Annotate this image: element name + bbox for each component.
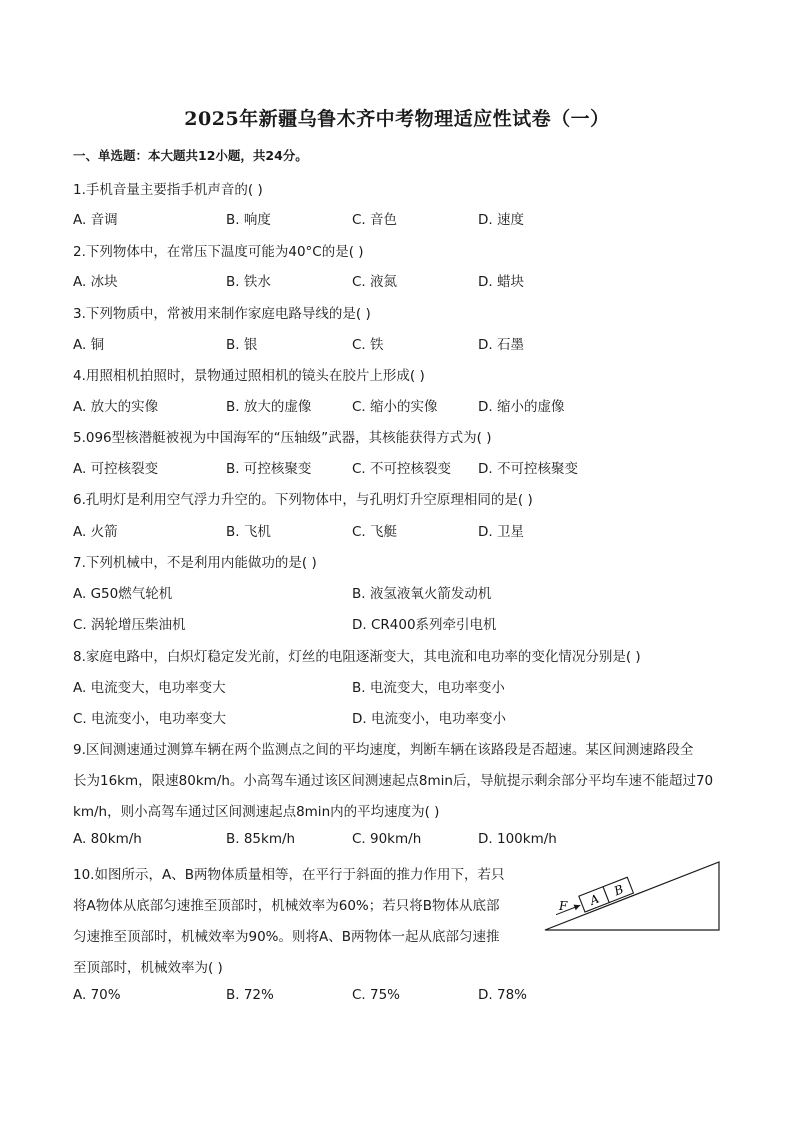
q10-option-b: B. 72% (226, 987, 274, 1003)
q1-option-b: B. 响度 (226, 212, 271, 228)
q2-option-b: B. 铁水 (226, 274, 271, 290)
question-10-stem-line-4: 至顶部时，机械效率为( ) (73, 960, 223, 976)
question-9-stem-line-2: 长为16km，限速80km/h。小高驾车通过该区间测速起点8min后，导航提示剩余部分平均车速不能超过70 (73, 773, 714, 789)
incline-figure (543, 860, 723, 935)
question-5-stem: 5.096型核潜艇被视为中国海军的“压轴级”武器，其核能获得方式为( ) (73, 430, 492, 446)
q6-option-b: B. 飞机 (226, 524, 271, 540)
q9-option-a: A. 80km/h (73, 831, 142, 847)
paper-title: 2025年新疆乌鲁木齐中考物理适应性试卷（一） (184, 108, 610, 130)
q9-option-c: C. 90km/h (352, 831, 422, 847)
q7-option-b: B. 液氢液氧火箭发动机 (352, 586, 492, 602)
q8-option-b: B. 电流变大，电功率变小 (352, 680, 505, 696)
q10-option-d: D. 78% (478, 987, 527, 1003)
q7-option-d: D. CR400系列牵引电机 (352, 617, 497, 633)
force-arrowhead (574, 902, 582, 910)
question-10-stem-line-3: 匀速推至顶部时，机械效率为90%。则将A、B两物体一起从底部匀速推 (73, 929, 500, 945)
question-3-stem: 3.下列物质中，常被用来制作家庭电路导线的是( ) (73, 306, 371, 322)
q3-option-d: D. 石墨 (478, 337, 524, 353)
q4-option-b: B. 放大的虚像 (226, 399, 312, 415)
q10-option-a: A. 70% (73, 987, 121, 1003)
q10-option-c: C. 75% (352, 987, 401, 1003)
q3-option-a: A. 铜 (73, 337, 105, 353)
q1-option-d: D. 速度 (478, 212, 524, 228)
q8-option-d: D. 电流变小，电功率变小 (352, 711, 506, 727)
q7-option-c: C. 涡轮增压柴油机 (73, 617, 186, 633)
question-10-stem-line-2: 将A物体从底部匀速推至顶部时，机械效率为60%；若只将B物体从底部 (73, 898, 500, 914)
question-8-stem: 8.家庭电路中，白炽灯稳定发光前，灯丝的电阻逐渐变大，其电流和电功率的变化情况分别是( ) (73, 649, 641, 665)
q5-option-a: A. 可控核裂变 (73, 461, 159, 477)
q1-option-c: C. 音色 (352, 212, 398, 228)
q8-option-c: C. 电流变小，电功率变大 (73, 711, 227, 727)
block-b-label: B (612, 882, 626, 899)
q5-option-d: D. 不可控核聚变 (478, 461, 578, 477)
force-label: F (559, 899, 568, 913)
q1-option-a: A. 音调 (73, 212, 118, 228)
q6-option-c: C. 飞艇 (352, 524, 398, 540)
q3-option-b: B. 银 (226, 337, 258, 353)
q8-option-a: A. 电流变大，电功率变大 (73, 680, 226, 696)
question-9-stem-line-3: km/h，则小高驾车通过区间测速起点8min内的平均速度为( ) (73, 804, 440, 820)
q5-option-c: C. 不可控核裂变 (352, 461, 452, 477)
q4-option-d: D. 缩小的虚像 (478, 399, 565, 415)
q9-option-b: B. 85km/h (226, 831, 296, 847)
incline-plane (545, 862, 719, 930)
block-a-label: A (587, 891, 602, 908)
q7-option-a: A. G50燃气轮机 (73, 586, 173, 602)
question-10-stem-line-1: 10.如图所示，A、B两物体质量相等，在平行于斜面的推力作用下，若只 (73, 867, 505, 883)
question-4-stem: 4.用照相机拍照时，景物通过照相机的镜头在胶片上形成( ) (73, 368, 425, 384)
q9-option-d: D. 100km/h (478, 831, 557, 847)
question-2-stem: 2.下列物体中，在常压下温度可能为40°C的是( ) (73, 244, 364, 260)
q2-option-d: D. 蜡块 (478, 274, 524, 290)
q5-option-b: B. 可控核聚变 (226, 461, 312, 477)
q6-option-d: D. 卫星 (478, 524, 524, 540)
question-7-stem: 7.下列机械中，不是利用内能做功的是( ) (73, 555, 317, 571)
question-6-stem: 6.孔明灯是利用空气浮力升空的。下列物体中，与孔明灯升空原理相同的是( ) (73, 492, 533, 508)
q4-option-a: A. 放大的实像 (73, 399, 159, 415)
q2-option-c: C. 液氮 (352, 274, 398, 290)
q2-option-a: A. 冰块 (73, 274, 118, 290)
q3-option-c: C. 铁 (352, 337, 384, 353)
section-heading: 一、单选题：本大题共12小题，共24分。 (73, 148, 308, 163)
q6-option-a: A. 火箭 (73, 524, 118, 540)
question-9-stem-line-1: 9.区间测速通过测算车辆在两个监测点之间的平均速度，判断车辆在该路段是否超速。某区间测速路段全 (73, 742, 694, 758)
q4-option-c: C. 缩小的实像 (352, 399, 438, 415)
question-1-stem: 1.手机音量主要指手机声音的( ) (73, 182, 263, 198)
